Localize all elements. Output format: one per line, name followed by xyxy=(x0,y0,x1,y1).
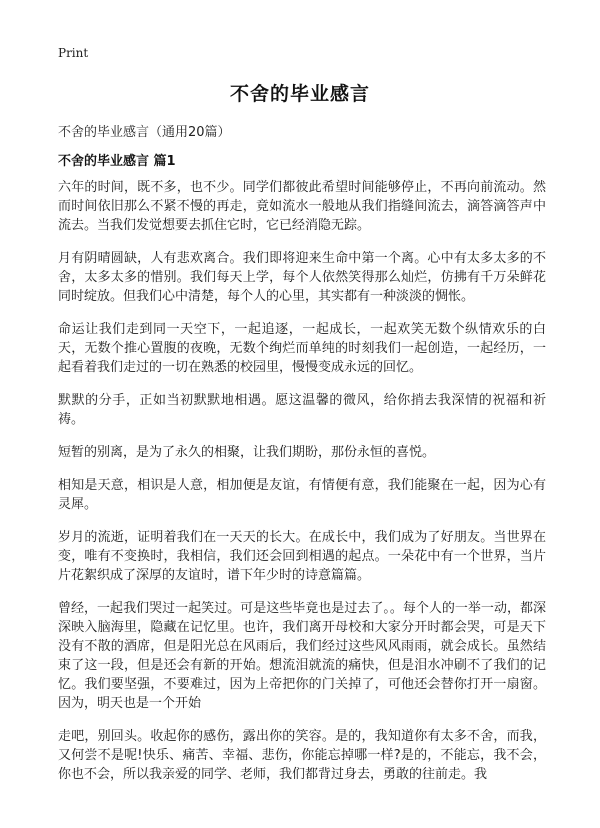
paragraph: 六年的时间，既不多，也不少。同学们都彼此希望时间能够停止，不再向前流动。然而时间依旧那么不紧不慢的再走，竟如流水一般地从我们指缝间流去，滴答滴答声中流去。当我们发觉想要去抓住它时，它已经消隐无踪。 xyxy=(58,180,546,233)
document-subtitle: 不舍的毕业感言（通用20篇） xyxy=(58,125,231,140)
paragraph: 月有阴晴圆缺，人有悲欢离合。我们即将迎来生命中第一个离。心中有太多太多的不舍，太多太多的惜别。我们每天上学，每个人依然笑得那么灿烂，仿拂有千万朵鲜花同时绽放。但我们心中清楚，每个人的心里，其实都有一种淡淡的惆怅。 xyxy=(58,251,546,304)
paragraph: 命运让我们走到同一天空下，一起追逐，一起成长，一起欢笑无数个纵情欢乐的白天，无数个推心置腹的夜晚，无数个绚烂而单纯的时刻我们一起创造，一起经历，一起看着我们走过的一切在熟悉的校园里，慢慢变成永远的回忆。 xyxy=(58,322,546,375)
paragraph: 岁月的流逝，证明着我们在一天天的长大。在成长中，我们成为了好朋友。当世界在变，唯有不变换时，我相信，我们还会回到相遇的起点。一朵花中有一个世界，当片片花絮织成了深厚的友谊时，谱下年少时的诗意篇篇。 xyxy=(58,530,546,583)
paragraph: 相知是天意，相识是人意，相加便是友谊，有情便有意，我们能聚在一起，因为心有灵犀。 xyxy=(58,478,546,512)
paragraph: 默默的分手，正如当初默默地相遇。愿这温馨的微风，给你捎去我深情的祝福和祈祷。 xyxy=(58,393,546,427)
paragraph: 走吧，别回头。收起你的感伤，露出你的笑容。是的，我知道你有太多不舍，而我，又何尝不是呢!快乐、痛苦、幸福、悲伤，你能忘掉哪一样?是的，不能忘，我不会，你也不会，所以我亲爱的同学、老师，我们都背过身去，勇敢的往前走。我 xyxy=(58,729,546,782)
paragraph: 短暂的别离，是为了永久的相聚，让我们期盼，那份永恒的喜悦。 xyxy=(58,445,436,460)
section-heading: 不舍的毕业感言 篇1 xyxy=(58,154,176,169)
page-title: 不舍的毕业感言 xyxy=(229,83,370,105)
paragraph: 曾经，一起我们哭过一起笑过。可是这些毕竟也是过去了。。每个人的一举一动，都深深映入脑海里，隐藏在记忆里。也许，我们离开母校和大家分开时都会哭，可是天下没有不散的酒席，但是阳光总在风雨后，我们经过这些风风雨雨，就会成长。虽然结束了这一段，但是还会有新的开始。想流泪就流的痛快，但是泪水冲刷不了我们的记忆。我们要坚强，不要难过，因为上帝把你的门关掉了，可他还会替你打开一扇窗。因为，明天也是一个开始 xyxy=(58,601,546,711)
article-body xyxy=(58,178,546,798)
print-link[interactable]: Print xyxy=(58,46,89,60)
